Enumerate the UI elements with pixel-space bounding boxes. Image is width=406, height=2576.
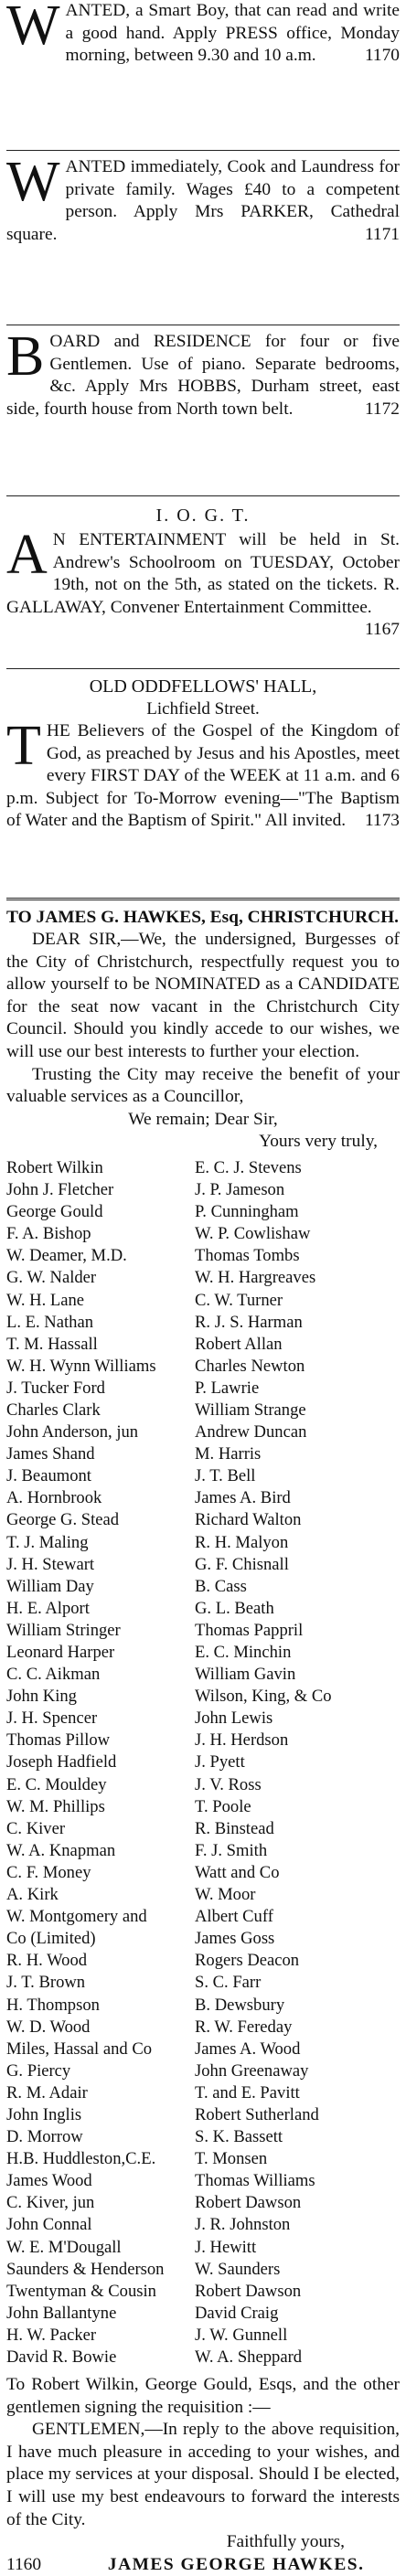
signatory-row xyxy=(6,1356,400,1378)
signature-name: JAMES GEORGE HAWKES. xyxy=(107,2554,365,2574)
ad-heading: TO JAMES G. HAWKES, Esq, CHRISTCHURCH. xyxy=(6,908,400,927)
signatory-row xyxy=(6,2325,400,2347)
signatory-name: W. A. Sheppard xyxy=(195,2347,303,2367)
signatory-name: John Inglis xyxy=(6,2104,82,2124)
ad-text: N ENTERTAINMENT will be held in St. Andrew's Schoolroom on TUESDAY, October 19th, not on the 5th, as stated on the tickets. R. GALLAWAY, Convener Entertainment Committee. xyxy=(6,530,400,617)
signatory-row xyxy=(6,2017,400,2038)
ad-ref-number: 1173 xyxy=(364,811,400,831)
ad-oddfellows-hall xyxy=(6,675,400,892)
signatory-row xyxy=(6,1995,400,2017)
signatory-name: Robert Wilkin xyxy=(6,1157,103,1177)
dropcap: W xyxy=(6,0,60,57)
signatory-row xyxy=(6,1267,400,1289)
signatory-name: J. Beaumont xyxy=(6,1466,91,1486)
signatory-name: W. P. Cowlishaw xyxy=(195,1224,311,1244)
signatory-name: John Ballantyne xyxy=(6,2303,117,2323)
signatory-name: C. W. Turner xyxy=(195,1290,283,1310)
signatory-name: L. E. Nathan xyxy=(6,1312,94,1332)
signatory-name: James Wood xyxy=(6,2171,92,2191)
signatory-name: R. M. Adair xyxy=(6,2082,88,2102)
signatory-name: J. W. Gunnell xyxy=(195,2325,288,2345)
signatory-name: J. Pyett xyxy=(195,1752,245,1772)
signatory-name: W. E. M'Dougall xyxy=(6,2237,122,2257)
signatory-name: David Craig xyxy=(195,2303,279,2323)
signatory-name: James A. Bird xyxy=(195,1488,291,1508)
signatory-name: C. Kiver, jun xyxy=(6,2193,95,2213)
signatory-row xyxy=(6,2104,400,2126)
signatory-name: Robert Dawson xyxy=(195,2193,302,2213)
closing-line: We remain; Dear Sir, xyxy=(128,1109,278,1129)
signatory-name: John King xyxy=(6,1687,77,1707)
signatory-name: E. C. Minchin xyxy=(195,1643,292,1662)
signatory-name: T. and E. Pavitt xyxy=(195,2082,300,2102)
signatory-name: George Gould xyxy=(6,1202,103,1222)
signatory-name: W. Deamer, M.D. xyxy=(6,1246,127,1266)
ad-ref-number: 1170 xyxy=(364,46,400,66)
signatory-row xyxy=(6,1157,400,1179)
signatory-name: T. M. Hassall xyxy=(6,1334,98,1354)
ad-text: ANTED, a Smart Boy, that can read and write a good hand. Apply PRESS office, Monday morning, between 9.30 and 10 a.m. xyxy=(65,1,400,66)
signatory-name: Charles Newton xyxy=(195,1356,305,1376)
signatory-name: C. Kiver xyxy=(6,1818,66,1838)
signatory-name: J. H. Spencer xyxy=(6,1708,98,1729)
signatory-row xyxy=(6,2148,400,2170)
signatory-name: E. C. J. Stevens xyxy=(195,1157,302,1177)
signatory-name: James Goss xyxy=(195,1929,275,1949)
signatory-name: John J. Fletcher xyxy=(6,1180,114,1200)
signatory-row xyxy=(6,1796,400,1818)
signatory-name: W. A. Knapman xyxy=(6,1840,116,1860)
signatory-row xyxy=(6,1443,400,1465)
dropcap: T xyxy=(6,715,41,777)
ad-smart-boy xyxy=(6,0,400,144)
signatory-name: Wilson, King, & Co xyxy=(195,1687,332,1707)
signatory-name: R. H. Wood xyxy=(6,1951,88,1971)
signatory-row xyxy=(6,1554,400,1576)
signatory-row xyxy=(6,1751,400,1773)
signatory-row xyxy=(6,1378,400,1400)
signatory-row xyxy=(6,1421,400,1443)
signatory-row xyxy=(6,2347,400,2368)
ad-heading: I. O. G. T. xyxy=(155,506,251,526)
signatory-row xyxy=(6,1774,400,1796)
signatory-row xyxy=(6,1598,400,1620)
signatory-name: G. F. Chisnall xyxy=(195,1554,289,1574)
signatory-name: R. W. Fereday xyxy=(195,2017,293,2037)
signatory-name: J. R. Johnston xyxy=(195,2215,291,2235)
signatory-row xyxy=(6,1708,400,1730)
signatory-name: Thomas Williams xyxy=(195,2171,315,2191)
dropcap: A xyxy=(6,524,48,586)
signatory-row xyxy=(6,2259,400,2281)
signatory-name: T. Monsen xyxy=(195,2149,268,2169)
signatory-row xyxy=(6,2038,400,2060)
signatory-name: G. L. Beath xyxy=(195,1598,274,1618)
signoff: Faithfully yours, xyxy=(226,2532,345,2552)
signatory-name: J. Hewitt xyxy=(195,2237,257,2257)
signatory-name: R. J. S. Harman xyxy=(195,1312,303,1332)
signatory-row xyxy=(6,2303,400,2325)
signatory-row xyxy=(6,1972,400,1994)
signatory-name: John Greenaway xyxy=(195,2060,309,2081)
signatory-name: G. W. Nalder xyxy=(6,1268,97,1288)
signatory-name: H. E. Alport xyxy=(6,1598,90,1618)
signatory-name: Leonard Harper xyxy=(6,1643,115,1662)
signature-line xyxy=(6,2554,400,2576)
signatory-row xyxy=(6,1906,400,1928)
signatory-row xyxy=(6,1862,400,1884)
divider xyxy=(6,150,400,151)
signatory-name: Thomas Pappril xyxy=(195,1620,304,1640)
signatory-name: John Lewis xyxy=(195,1708,273,1729)
signatory-name: D. Morrow xyxy=(6,2127,83,2147)
signatory-name: H.B. Huddleston,C.E. xyxy=(6,2149,156,2169)
signatory-name: J. H. Stewart xyxy=(6,1554,95,1574)
signatory-row xyxy=(6,1928,400,1950)
signatory-name: E. C. Mouldey xyxy=(6,1774,107,1794)
signatory-name: Robert Allan xyxy=(195,1334,283,1354)
signatory-row xyxy=(6,1950,400,1972)
reply-text: GENTLEMEN,—In reply to the above requisition, I have much pleasure in acceding to your wishes, and place my services at your disposal. Should I be elected, I will use my best endeavours to forward the interests of the City. xyxy=(6,2420,400,2529)
signatory-name: A. Hornbrook xyxy=(6,1488,102,1508)
signatory-name: George G. Stead xyxy=(6,1510,120,1530)
signatory-row xyxy=(6,1730,400,1751)
signatory-name: J. V. Ross xyxy=(195,1774,262,1794)
signatory-name: W. D. Wood xyxy=(6,2017,91,2037)
ad-ref-number: 1171 xyxy=(364,224,400,244)
signatory-row xyxy=(6,1840,400,1862)
signatory-name: W. H. Lane xyxy=(6,1290,85,1310)
signatory-name: William Gavin xyxy=(195,1665,296,1685)
ad-text: OARD and RESIDENCE for four or five Gentlemen. Use of piano. Separate bedrooms, &c. Apply Mrs HOBBS, Durham street, east side, fourth house from North town belt. xyxy=(6,332,400,419)
closing-line: Yours very truly, xyxy=(259,1132,378,1152)
signatory-row xyxy=(6,1686,400,1708)
signatory-row xyxy=(6,1509,400,1531)
signatory-name: Andrew Duncan xyxy=(195,1422,307,1442)
signatory-name: S. K. Bassett xyxy=(195,2127,283,2147)
ad-ref-number: 1160 xyxy=(6,2554,42,2574)
signatory-name: William Day xyxy=(6,1576,94,1596)
signatory-name: H. W. Packer xyxy=(6,2325,97,2345)
signatory-name: W. H. Wynn Williams xyxy=(6,1356,156,1376)
signatory-name: C. F. Money xyxy=(6,1862,91,1882)
ad-ref-number: 1167 xyxy=(364,620,400,640)
signatory-name: Thomas Pillow xyxy=(6,1730,111,1751)
signatory-name: W. H. Hargreaves xyxy=(195,1268,316,1288)
signatory-name: G. Piercy xyxy=(6,2060,71,2081)
signatory-row xyxy=(6,1532,400,1554)
signatory-name: J. T. Bell xyxy=(195,1466,256,1486)
ad-hawkes-requisition xyxy=(6,906,400,2576)
ad-ref-number: 1172 xyxy=(364,399,400,419)
divider xyxy=(6,668,400,669)
signatory-name: F. A. Bishop xyxy=(6,1224,91,1244)
signatory-name: James A. Wood xyxy=(195,2038,301,2059)
ad-subheading: Lichfield Street. xyxy=(146,699,260,719)
signatory-row xyxy=(6,1245,400,1267)
reply-address: To Robert Wilkin, George Gould, Esqs, and the other gentlemen signing the requisition :— xyxy=(6,2375,400,2417)
signatory-name: B. Cass xyxy=(195,1576,247,1596)
signatory-name: J. T. Brown xyxy=(6,1973,86,1993)
signatories-list xyxy=(6,1157,400,2368)
signatory-row xyxy=(6,2281,400,2303)
signatory-row xyxy=(6,1201,400,1223)
signatory-name: W. Saunders xyxy=(195,2259,281,2279)
signatory-name: Richard Walton xyxy=(195,1510,302,1530)
signatory-row xyxy=(6,1334,400,1356)
signatory-name: Co (Limited) xyxy=(6,1929,96,1949)
signatory-name: M. Harris xyxy=(195,1444,262,1464)
signatory-row xyxy=(6,2237,400,2259)
signatory-name: David R. Bowie xyxy=(6,2347,117,2367)
signatory-name: F. J. Smith xyxy=(195,1840,268,1860)
signatory-row xyxy=(6,1576,400,1598)
signatory-name: T. J. Maling xyxy=(6,1532,89,1552)
signatory-row xyxy=(6,2170,400,2192)
signatory-name: James Shand xyxy=(6,1444,95,1464)
ad-board-residence xyxy=(6,325,400,490)
signatory-name: Saunders & Henderson xyxy=(6,2259,165,2279)
signatory-row xyxy=(6,1487,400,1509)
requisition-text: Trusting the City may receive the benefit of your valuable services as a Councillor, xyxy=(6,1064,400,1107)
signatory-name: T. Poole xyxy=(195,1796,251,1816)
signatory-row xyxy=(6,1223,400,1245)
dropcap: W xyxy=(6,151,60,213)
signatory-row xyxy=(6,2126,400,2148)
divider xyxy=(6,495,400,496)
signatory-name: B. Dewsbury xyxy=(195,1995,285,2015)
signatory-name: John Anderson, jun xyxy=(6,1422,139,1442)
ad-heading: OLD ODDFELLOWS' HALL, xyxy=(89,676,317,697)
signatory-name: Rogers Deacon xyxy=(195,1951,300,1971)
signatory-name: Twentyman & Cousin xyxy=(6,2281,156,2301)
signatory-name: H. Thompson xyxy=(6,1995,100,2015)
signatory-name: P. Cunningham xyxy=(195,1202,299,1222)
divider xyxy=(6,898,400,900)
signatory-row xyxy=(6,1400,400,1421)
signatory-row xyxy=(6,1642,400,1664)
signatory-name: R. H. Malyon xyxy=(195,1532,289,1552)
signatory-row xyxy=(6,1620,400,1642)
signatory-name: W. Moor xyxy=(195,1885,256,1905)
signatory-name: W. M. Phillips xyxy=(6,1796,105,1816)
signatory-name: William Stringer xyxy=(6,1620,121,1640)
signatory-row xyxy=(6,1290,400,1312)
signatory-row xyxy=(6,1312,400,1334)
signatory-row xyxy=(6,1818,400,1840)
signatory-name: Charles Clark xyxy=(6,1400,101,1420)
signatory-name: William Strange xyxy=(195,1400,306,1420)
ad-text: HE Believers of the Gospel of the Kingdom of God, as preached by Jesus and his Apostles, meet every FIRST DAY of the WEEK at 11 a.m. and 6 p.m. Subject for To-Morrow evening—"The Baptism of Water and the Baptism of Spirit." All invited. xyxy=(6,721,400,831)
signatory-row xyxy=(6,1884,400,1906)
signatory-name: Watt and Co xyxy=(195,1862,280,1882)
signatory-name: A. Kirk xyxy=(6,1885,59,1905)
signatory-name: W. Montgomery and xyxy=(6,1907,147,1927)
signatory-row xyxy=(6,2192,400,2214)
signatory-name: Thomas Tombs xyxy=(195,1246,300,1266)
signatory-name: Miles, Hassal and Co xyxy=(6,2038,153,2059)
signatory-name: R. Binstead xyxy=(195,1818,274,1838)
signatory-name: Robert Sutherland xyxy=(195,2104,319,2124)
ad-text: ANTED immediately, Cook and Laundress for private family. Wages £40 to a competent person. Apply Mrs PARKER, Cathedral square. xyxy=(6,157,400,244)
signatory-name: P. Lawrie xyxy=(195,1378,260,1398)
signatory-row xyxy=(6,2060,400,2082)
signatory-name: J. H. Herdson xyxy=(195,1730,289,1751)
signatory-row xyxy=(6,1465,400,1487)
signatory-name: Albert Cuff xyxy=(195,1907,273,1927)
signatory-row xyxy=(6,2214,400,2236)
ad-cook-laundress xyxy=(6,151,400,319)
signatory-name: J. Tucker Ford xyxy=(6,1378,105,1398)
signatory-name: Joseph Hadfield xyxy=(6,1752,117,1772)
signatory-name: C. C. Aikman xyxy=(6,1665,101,1685)
signatory-row xyxy=(6,2082,400,2104)
signatory-name: J. P. Jameson xyxy=(195,1180,285,1200)
signatory-name: Robert Dawson xyxy=(195,2281,302,2301)
dropcap: B xyxy=(6,325,45,388)
requisition-text: DEAR SIR,—We, the undersigned, Burgesses of the City of Christchurch, respectfully request you to allow yourself to be NOMINATED as a CANDIDATE for the seat now vacant in the Christchurch City Council. Should you kindly accede to our wishes, we will use our best interests to further your election. xyxy=(6,930,400,1061)
signatory-row xyxy=(6,1179,400,1201)
ad-iogt xyxy=(6,502,400,663)
signatory-row xyxy=(6,1664,400,1686)
signatory-name: John Connal xyxy=(6,2215,92,2235)
signatory-name: S. C. Farr xyxy=(195,1973,262,1993)
